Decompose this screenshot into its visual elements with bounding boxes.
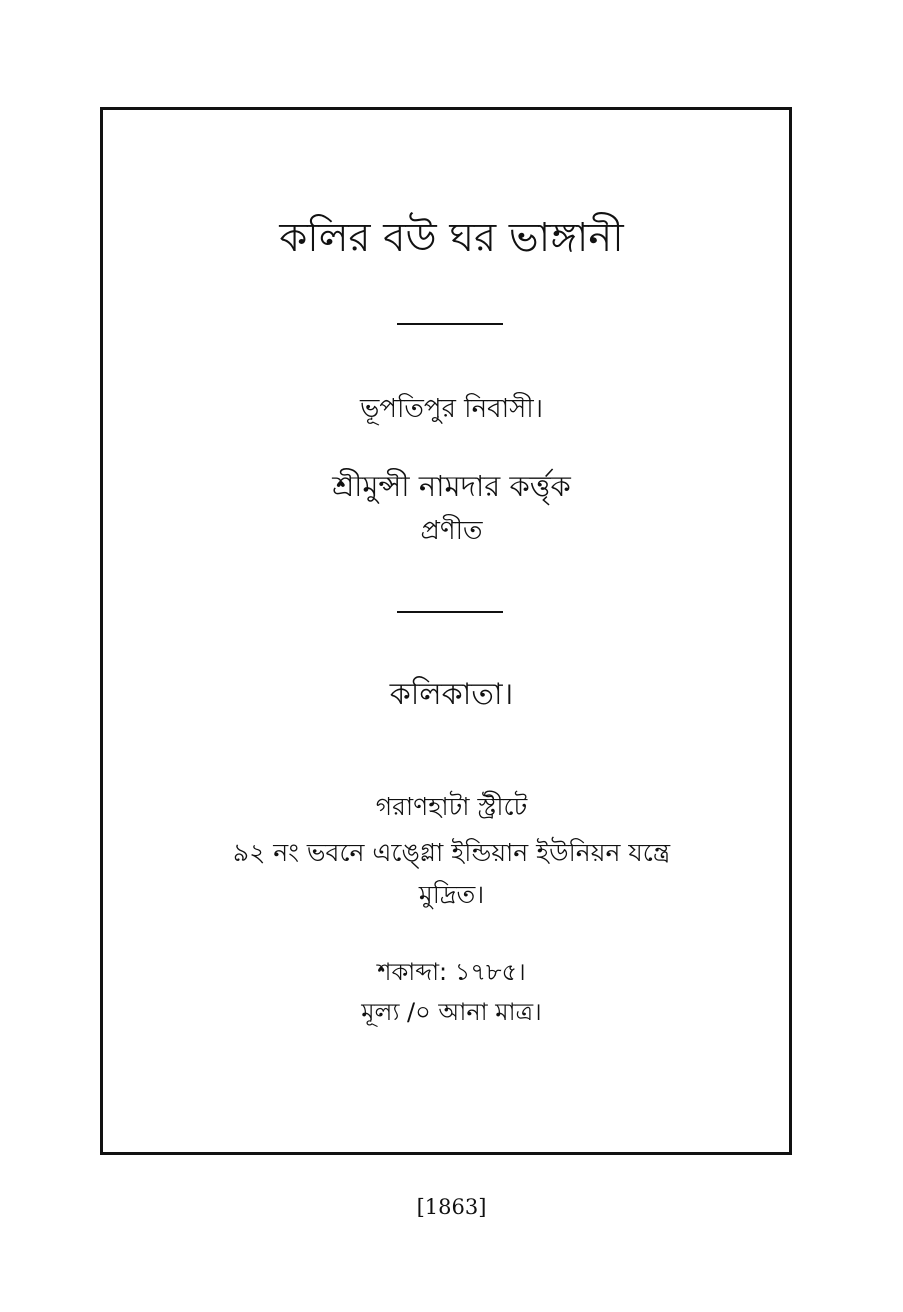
saka-year: শকাব্দা: ১৭৮৫। bbox=[377, 958, 526, 986]
upper-divider bbox=[397, 323, 503, 325]
price-line: মূল্য /০ আনা মাত্র। bbox=[361, 998, 542, 1026]
book-title: কলির বউ ঘর ভাঙ্গানী bbox=[279, 215, 624, 261]
press-address-line-1: গরাণহাটা স্ট্রীটে bbox=[375, 792, 528, 821]
press-address-line-2: ৯২ নং ভবনে এঙ্গ্লো ইন্ডিয়ান ইউনিয়ন যন্ত্রে bbox=[232, 838, 671, 867]
lower-divider bbox=[397, 611, 503, 613]
publication-year: [1863] bbox=[416, 1195, 487, 1219]
publication-city: কলিকাতা। bbox=[389, 677, 514, 712]
printed-line: মুদ্রিত। bbox=[418, 880, 485, 909]
author-residence: ভূপতিপুর নিবাসী। bbox=[359, 394, 544, 424]
author-line: শ্রীমুন্সী নামদার কর্ত্তৃক bbox=[332, 469, 571, 503]
composed-by-line: প্রণীত bbox=[420, 516, 483, 546]
